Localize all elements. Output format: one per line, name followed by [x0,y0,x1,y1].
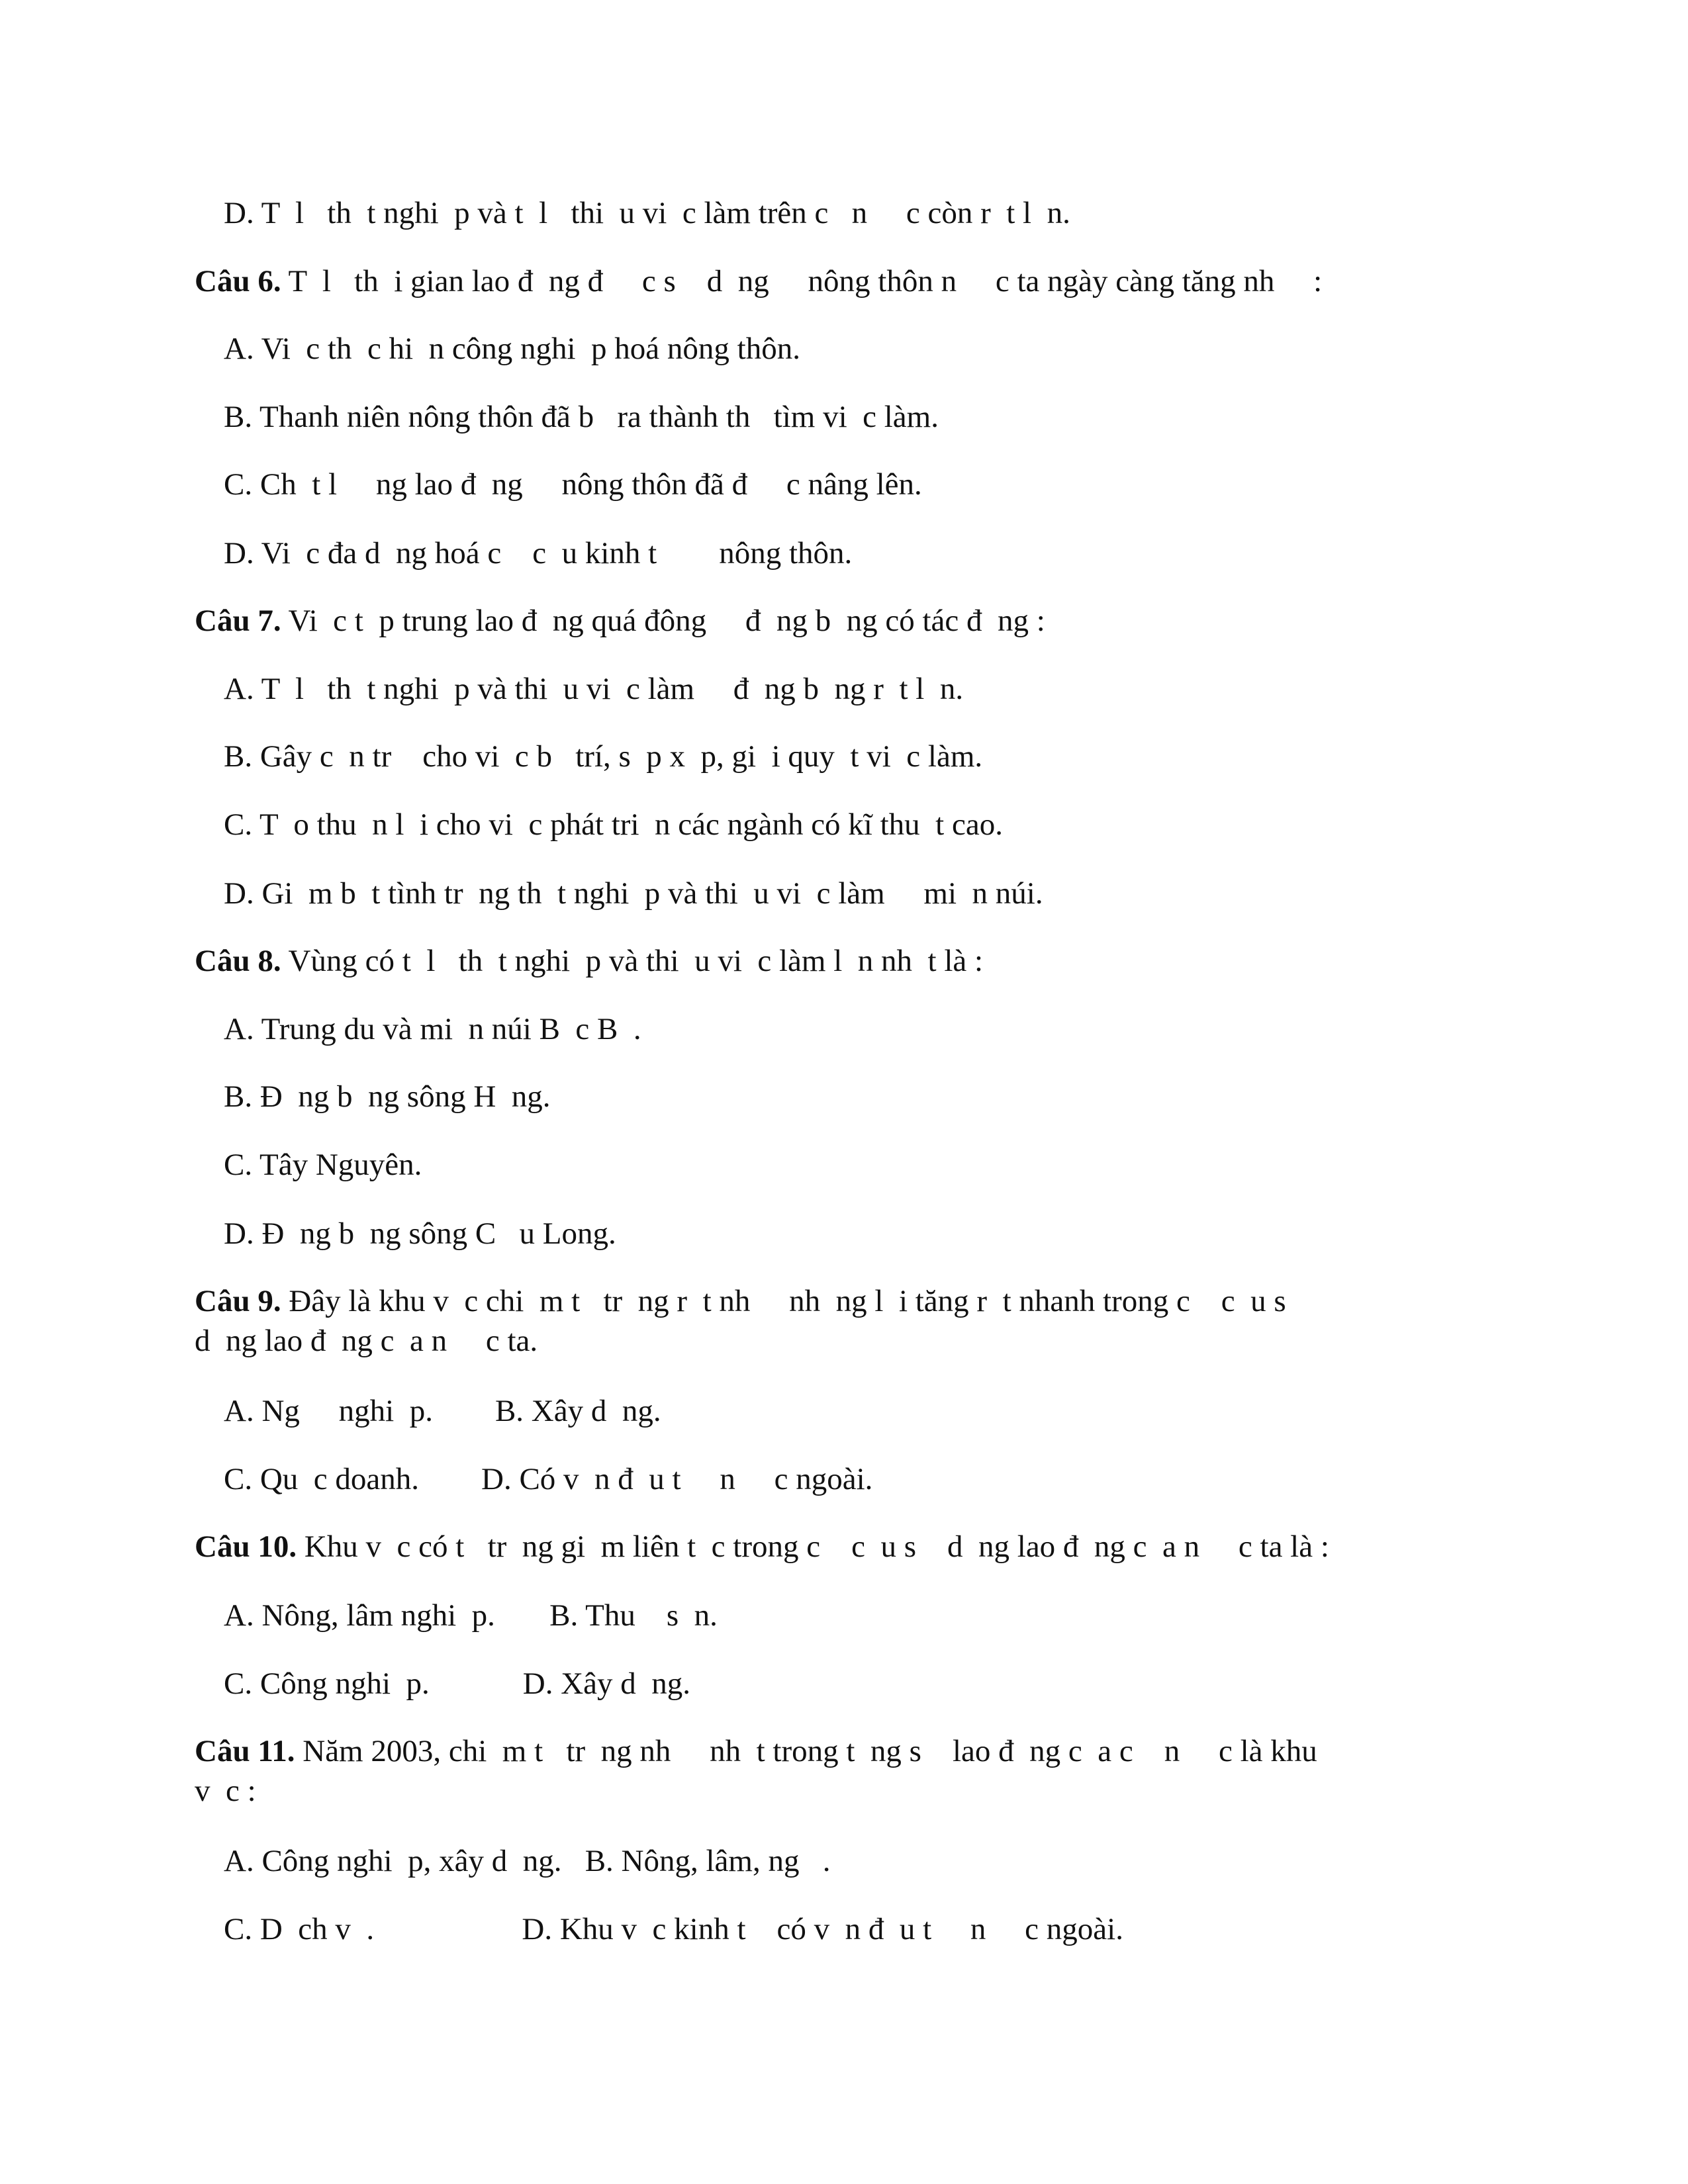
option-line: A. Ng nghi p. B. Xây d ng. [224,1394,661,1428]
question-6 [195,261,1322,301]
option-line: A. T l th t nghi p và thi u vi c làm đ ng b ng r t l n. [224,672,964,706]
question-text: Năm 2003, chi m t tr ng nh nh t trong t ng s lao đ ng c a c n c là khu [295,1734,1317,1768]
option-line: A. Công nghi p, xây d ng. B. Nông, lâm, ng . [224,1844,831,1878]
question-7 [195,601,1045,641]
question-8 [195,941,983,981]
option-line: B. Đ ng b ng sông H ng. [224,1079,551,1114]
option-line: C. Ch t l ng lao đ ng nông thôn đã đ c nâng lên. [224,467,922,502]
question-text: Đây là khu v c chi m t tr ng r t nh nh ng l i tăng r t nhanh trong c c u s [281,1284,1286,1318]
question-10 [195,1527,1329,1567]
option-line: C. D ch v . D. Khu v c kinh t có v n đ u t n c ngoài. [224,1912,1123,1946]
question-text-continued: v c : [195,1774,256,1808]
option-line: D. Vi c đa d ng hoá c c u kinh t nông thôn. [224,536,853,570]
option-line: D. Đ ng b ng sông C u Long. [224,1216,616,1251]
option-line: D. T l th t nghi p và t l thi u vi c làm trên c n c còn r t l n. [224,196,1070,230]
question-number: Câu 8. [195,944,281,978]
option-line: B. Thanh niên nông thôn đã b ra thành th tìm vi c làm. [224,400,939,434]
option-line: B. Gây c n tr cho vi c b trí, s p x p, gi i quy t vi c làm. [224,739,983,774]
option-line: C. T o thu n l i cho vi c phát tri n các ngành có kĩ thu t cao. [224,807,1003,842]
option-line: C. Qu c doanh. D. Có v n đ u t n c ngoài. [224,1462,873,1496]
question-9 [195,1281,1286,1321]
option-line: C. Tây Nguyên. [224,1148,422,1182]
option-line: D. Gi m b t tình tr ng th t nghi p và thi u vi c làm mi n núi. [224,876,1043,911]
question-text: Vi c t p trung lao đ ng quá đông đ ng b ng có tác đ ng : [281,604,1045,638]
question-text-continued: d ng lao đ ng c a n c ta. [195,1324,538,1358]
question-number: Câu 6. [195,264,281,298]
option-line: A. Nông, lâm nghi p. B. Thu s n. [224,1598,718,1633]
question-number: Câu 10. [195,1529,297,1564]
option-line: C. Công nghi p. D. Xây d ng. [224,1666,690,1701]
option-line: A. Vi c th c hi n công nghi p hoá nông thôn. [224,332,800,366]
option-line: A. Trung du và mi n núi B c B . [224,1012,641,1046]
question-11 [195,1731,1317,1771]
question-number: Câu 7. [195,604,281,638]
question-number: Câu 11. [195,1734,295,1768]
question-text: Khu v c có t tr ng gi m liên t c trong c c u s d ng lao đ ng c a n c ta là : [297,1529,1329,1564]
question-number: Câu 9. [195,1284,281,1318]
question-text: Vùng có t l th t nghi p và thi u vi c làm l n nh t là : [281,944,984,978]
question-text: T l th i gian lao đ ng đ c s d ng nông thôn n c ta ngày càng tăng nh : [281,264,1323,298]
